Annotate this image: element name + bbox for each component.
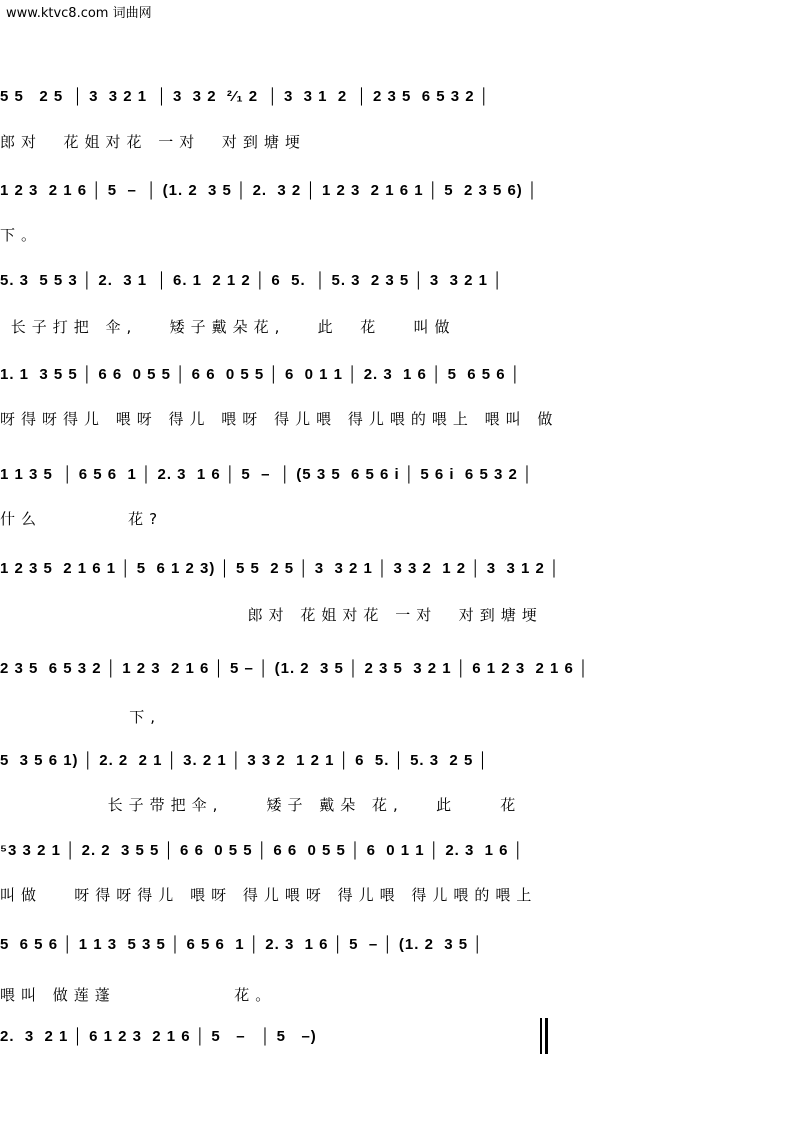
lyric-line-10: 喂叫 做莲蓬 花。 (0, 986, 277, 1004)
lyric-line-8: 长子带把伞, 矮子 戴朵 花, 此 花 (0, 796, 522, 814)
lyric-line-7: 下, (0, 708, 161, 726)
lyric-line-5: 什么 花? (0, 510, 164, 528)
notation-line-11: 2. 3 2 1 │ 6 1 2 3 2 1 6 │ 5 – │ 5 –) (0, 1028, 322, 1045)
lyric-line-3: 长子打把 伞, 矮子戴朵花, 此 花 叫做 (0, 318, 456, 336)
lyric-line-6: 郎对 花姐对花 一对 对到塘埂 (0, 606, 543, 624)
notation-line-3: 5. 3 5 5 3 │ 2. 3 1 │ 6. 1 2 1 2 │ 6 5. │ 5. 3 2 3 5 │ 3 3 2 1 │ (0, 272, 504, 289)
notation-line-1: 5 5 2 5 │ 3 3 2 1 │ 3 3 2 ²⁄₁ 2 │ 3 3 1 2 │ 2 3 5 6 5 3 2 │ (0, 88, 491, 105)
notation-line-8: 5 3 5 6 1) │ 2. 2 2 1 │ 3. 2 1 │ 3 3 2 1 2 1 │ 6 5. │ 5. 3 2 5 │ (0, 752, 489, 769)
notation-line-7: 2 3 5 6 5 3 2 │ 1 2 3 2 1 6 │ 5 – │ (1. 2 3 5 │ 2 3 5 3 2 1 │ 6 1 2 3 2 1 6 │ (0, 660, 590, 677)
site-header: www.ktvc8.com 词曲网 (6, 6, 152, 21)
notation-line-9: ⁵3 3 2 1 │ 2. 2 3 5 5 │ 6 6 0 5 5 │ 6 6 0 5 5 │ 6 0 1 1 │ 2. 3 1 6 │ (0, 842, 525, 859)
notation-line-5: 1 1 3 5 │ 6 5 6 1 │ 2. 3 1 6 │ 5 – │ (5 3 5 6 5 6 i │ 5 6 i 6 5 3 2 │ (0, 466, 534, 483)
lyric-line-1: 郎对 花姐对花 一对 对到塘埂 (0, 133, 306, 151)
lyric-line-9: 叫做 呀得呀得儿 喂呀 得儿喂呀 得儿喂 得儿喂的喂上 (0, 886, 538, 904)
notation-line-4: 1. 1 3 5 5 │ 6 6 0 5 5 │ 6 6 0 5 5 │ 6 0 1 1 │ 2. 3 1 6 │ 5 6 5 6 │ (0, 366, 522, 383)
notation-line-6: 1 2 3 5 2 1 6 1 │ 5 6 1 2 3) │ 5 5 2 5 │ 3 3 2 1 │ 3 3 2 1 2 │ 3 3 1 2 │ (0, 560, 561, 577)
lyric-line-2: 下。 (0, 226, 43, 244)
final-barline (540, 1018, 548, 1054)
notation-line-10: 5 6 5 6 │ 1 1 3 5 3 5 │ 6 5 6 1 │ 2. 3 1 6 │ 5 – │ (1. 2 3 5 │ (0, 936, 484, 953)
notation-line-2: 1 2 3 2 1 6 │ 5 – │ (1. 2 3 5 │ 2. 3 2 │ 1 2 3 2 1 6 1 │ 5 2 3 5 6) │ (0, 182, 539, 199)
lyric-line-4: 呀得呀得儿 喂呀 得儿 喂呀 得儿喂 得儿喂的喂上 喂叫 做 (0, 410, 559, 428)
